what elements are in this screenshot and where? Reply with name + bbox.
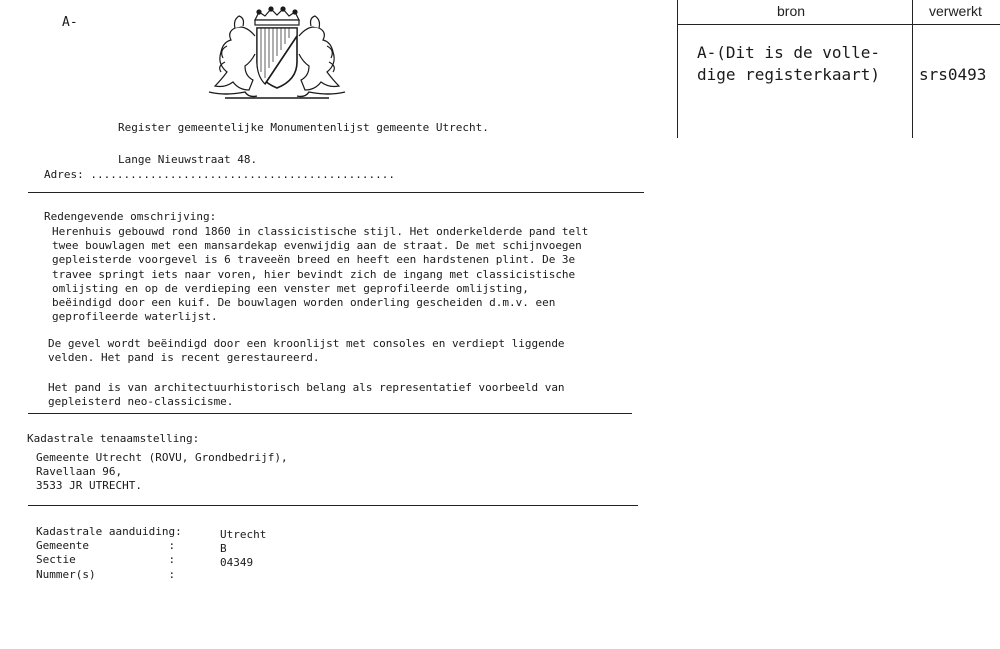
text-line: beëindigd door een kuif. De bouwlagen worden onderling gescheiden d.m.v. een	[52, 296, 556, 310]
divider	[28, 413, 632, 414]
description-paragraph-2	[48, 337, 565, 365]
divider	[28, 505, 638, 506]
text-line: travee springt iets naar voren, hier bevindt zich de ingang met classicistische	[52, 267, 576, 281]
cadastral-label: Gemeente :	[36, 539, 176, 553]
text-line: Het pand is van architectuurhistorisch belang als representatief voorbeeld van	[48, 381, 565, 394]
cadastral-value: Utrecht	[220, 528, 267, 541]
source-table	[677, 0, 1000, 138]
owner-line: Gemeente Utrecht (ROVU, Grondbedrijf),	[36, 451, 288, 464]
description-paragraph-3	[48, 381, 565, 409]
cadastral-labels	[36, 525, 182, 582]
coat-of-arms-icon	[205, 6, 349, 102]
address-value: Lange Nieuwstraat 48.	[118, 153, 258, 166]
description-heading: Redengevende omschrijving:	[44, 210, 217, 223]
address-label: Adres: ..............................................	[44, 168, 395, 181]
column-header-verwerkt: verwerkt	[929, 3, 982, 19]
table-border	[677, 24, 1000, 25]
text-line: gepleisterde voorgevel is 6 traveeën breed en heeft een hardstenen plint. De 3e	[52, 253, 576, 267]
divider	[28, 192, 644, 193]
text-line: geprofileerde waterlijst.	[52, 310, 218, 324]
cadastral-value: B	[220, 542, 227, 556]
text-line: twee bouwlagen met een mansardekap evenwijdig aan de straat. De met schijnvoegen	[52, 239, 582, 253]
table-border	[912, 0, 913, 138]
cadastral-label: Kadastrale aanduiding:	[36, 525, 182, 538]
description-paragraph-1	[52, 225, 588, 324]
cadastral-values	[220, 528, 266, 571]
text-line: De gevel wordt beëindigd door een kroonlijst met consoles en verdiept liggende	[48, 337, 565, 350]
text-line: omlijsting en op de verdieping een venster met geprofileerde omlijsting,	[52, 281, 529, 295]
page-marker: A-	[62, 15, 78, 30]
owner-line: 3533 JR UTRECHT.	[36, 479, 142, 493]
owner-block	[36, 451, 288, 494]
owner-heading: Kadastrale tenaamstelling:	[27, 432, 200, 445]
cadastral-value: 04349	[220, 556, 254, 570]
cadastral-label: Sectie :	[36, 553, 176, 567]
verwerkt-value: srs0493	[919, 65, 987, 84]
text-line: Herenhuis gebouwd rond 1860 in classicistische stijl. Het onderkelderde pand telt	[52, 225, 589, 238]
owner-line: Ravellaan 96,	[36, 465, 123, 479]
bron-value-line: dige registerkaart)	[697, 65, 881, 84]
bron-value-line: A-(Dit is de volle-	[697, 43, 881, 62]
register-title: Register gemeentelijke Monumentenlijst gemeente Utrecht.	[118, 121, 489, 134]
text-line: gepleisterd neo-classicisme.	[48, 395, 234, 409]
column-header-bron: bron	[777, 3, 806, 19]
text-line: velden. Het pand is recent gerestaureerd.	[48, 351, 320, 365]
cadastral-label: Nummer(s) :	[36, 567, 176, 581]
table-border	[677, 0, 678, 138]
